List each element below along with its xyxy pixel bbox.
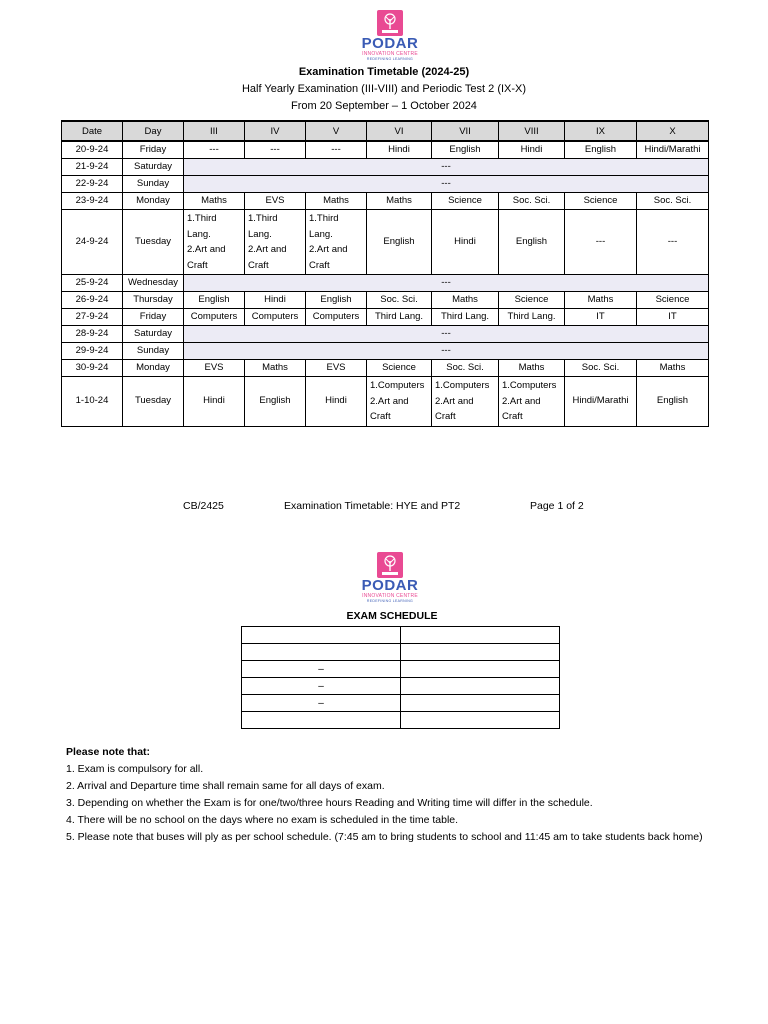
subject-line: Lang. (187, 228, 211, 240)
subject-cell: Science (637, 292, 709, 309)
subject-cell: Science (565, 193, 637, 210)
column-header: Day (123, 121, 184, 141)
subject-line: Craft (502, 411, 523, 422)
table-row (62, 193, 709, 210)
subject-cell: Hindi (245, 292, 306, 309)
subject-cell: Hindi/Marathi (565, 377, 637, 427)
day-cell: Tuesday (123, 377, 184, 427)
table-row (62, 326, 709, 343)
page-subtitle: Half Yearly Examination (III-VIII) and Periodic Test 2 (IX-X) (241, 83, 527, 95)
subject-cell: Hindi (367, 141, 432, 159)
subject-cell: Soc. Sci. (637, 193, 709, 210)
note-item: 1. Exam is compulsory for all. (66, 763, 204, 775)
schedule-row (242, 661, 560, 678)
subject-cell: Computers (245, 309, 306, 326)
tree-emblem-icon (377, 10, 403, 36)
subject-cell: Soc. Sci. (367, 292, 432, 309)
subject-line: 2.Art and (248, 244, 287, 255)
subject-cell: English (367, 210, 432, 275)
day-cell: Monday (123, 193, 184, 210)
schedule-cell (401, 644, 560, 661)
subject-cell: Maths (184, 193, 245, 210)
column-header: VI (367, 121, 432, 141)
logo-subtitle: INNOVATION CENTRE (362, 51, 418, 57)
table-row (62, 343, 709, 360)
subject-cell: English (565, 141, 637, 159)
subject-cell: EVS (245, 193, 306, 210)
notes-heading: Please note that: (66, 746, 151, 758)
table-row (62, 275, 709, 292)
no-exam-cell: --- (184, 326, 709, 343)
notes-section (66, 744, 716, 846)
tree-emblem-icon (377, 552, 403, 578)
logo-tagline: REDEFINING LEARNING (366, 57, 414, 61)
subject-line: 2.Art and (370, 395, 409, 407)
subject-line: 2.Art and (187, 244, 226, 255)
column-header: III (184, 121, 245, 141)
subject-cell: English (432, 141, 499, 159)
subject-cell: Science (432, 193, 499, 210)
schedule-row (242, 627, 560, 644)
doc-code: CB/2425 (183, 500, 224, 512)
subject-line: Craft (370, 411, 391, 422)
table-row (62, 309, 709, 326)
column-header: Date (62, 121, 123, 141)
subject-cell: --- (184, 141, 245, 159)
schedule-cell (401, 661, 560, 678)
subject-cell: EVS (184, 360, 245, 377)
schedule-cell (242, 644, 401, 661)
subject-cell: Hindi (184, 377, 245, 427)
subject-cell: English (637, 377, 709, 427)
subject-cell: English (306, 292, 367, 309)
footer-doc-title: Examination Timetable: HYE and PT2 (284, 500, 461, 512)
schedule-row (242, 695, 560, 712)
column-header: X (637, 121, 709, 141)
logo-tagline: REDEFINING LEARNING (366, 599, 414, 603)
page-number: Page 1 of 2 (530, 500, 584, 512)
day-cell: Monday (123, 360, 184, 377)
subject-cell: Science (367, 360, 432, 377)
note-item: 5. Please note that buses will ply as per school schedule. (7:45 am to bring students to school and 11:45 am to take students back home) (66, 831, 703, 843)
subject-line: 1.Third (309, 213, 339, 224)
table-row (62, 210, 709, 275)
subject-cell (306, 210, 367, 275)
schedule-row (242, 678, 560, 695)
schedule-cell: – (242, 695, 401, 712)
subject-cell: IT (565, 309, 637, 326)
subject-line: 2.Art and (502, 395, 541, 407)
subject-cell: EVS (306, 360, 367, 377)
subject-cell: Maths (499, 360, 565, 377)
subject-cell (367, 377, 432, 427)
subject-cell: Maths (367, 193, 432, 210)
schedule-cell (401, 627, 560, 644)
subject-cell: Soc. Sci. (432, 360, 499, 377)
day-cell: Sunday (123, 176, 184, 193)
column-header: IV (245, 121, 306, 141)
table-row (62, 141, 709, 159)
subject-cell: --- (637, 210, 709, 275)
subject-cell: English (184, 292, 245, 309)
day-cell: Friday (123, 309, 184, 326)
schedule-cell: – (242, 661, 401, 678)
table-row (62, 176, 709, 193)
date-cell: 26-9-24 (62, 292, 123, 309)
subject-line: Craft (309, 259, 330, 271)
subject-cell: Third Lang. (432, 309, 499, 326)
logo-subtitle: INNOVATION CENTRE (362, 593, 418, 599)
date-cell: 20-9-24 (62, 141, 123, 159)
school-logo-2 (360, 552, 420, 604)
table-row (62, 159, 709, 176)
subject-line: 1.Computers (435, 380, 490, 391)
subject-line: Lang. (248, 228, 272, 240)
subject-line: Craft (248, 259, 269, 271)
subject-cell: Maths (637, 360, 709, 377)
date-cell: 1-10-24 (62, 377, 123, 427)
day-cell: Sunday (123, 343, 184, 360)
subject-line: Lang. (309, 228, 333, 240)
subject-cell: Hindi (499, 141, 565, 159)
date-cell: 24-9-24 (62, 210, 123, 275)
subject-cell: English (245, 377, 306, 427)
schedule-cell (401, 712, 560, 729)
column-header: V (306, 121, 367, 141)
table-row (62, 377, 709, 427)
subject-cell (245, 210, 306, 275)
subject-cell: --- (565, 210, 637, 275)
subject-cell: Maths (306, 193, 367, 210)
schedule-cell (401, 695, 560, 712)
subject-line: 2.Art and (435, 395, 474, 407)
schedule-cell: – (242, 678, 401, 695)
date-cell: 23-9-24 (62, 193, 123, 210)
date-cell: 25-9-24 (62, 275, 123, 292)
subject-cell: Computers (184, 309, 245, 326)
exam-schedule-title: EXAM SCHEDULE (346, 610, 438, 622)
subject-cell: Third Lang. (367, 309, 432, 326)
logo-brand: PODAR (361, 35, 419, 52)
date-cell: 22-9-24 (62, 176, 123, 193)
subject-cell (184, 210, 245, 275)
day-cell: Friday (123, 141, 184, 159)
subject-line: 2.Art and (309, 244, 348, 255)
schedule-cell (242, 712, 401, 729)
day-cell: Thursday (123, 292, 184, 309)
schedule-row (242, 712, 560, 729)
subject-line: Craft (187, 259, 208, 271)
day-cell: Saturday (123, 326, 184, 343)
subject-cell: Computers (306, 309, 367, 326)
day-cell: Tuesday (123, 210, 184, 275)
subject-line: 1.Computers (502, 380, 557, 391)
no-exam-cell: --- (184, 343, 709, 360)
subject-cell: Science (499, 292, 565, 309)
date-range: From 20 September – 1 October 2024 (291, 100, 477, 112)
subject-line: 1.Computers (370, 380, 425, 391)
schedule-cell (242, 627, 401, 644)
subject-cell: Soc. Sci. (565, 360, 637, 377)
page-title: Examination Timetable (2024-25) (298, 66, 470, 78)
day-cell: Saturday (123, 159, 184, 176)
timetable (61, 120, 709, 427)
logo-brand: PODAR (361, 577, 419, 594)
subject-line: 1.Third (248, 213, 278, 224)
note-item: 3. Depending on whether the Exam is for one/two/three hours Reading and Writing time will differ in the schedule. (66, 797, 593, 809)
date-cell: 28-9-24 (62, 326, 123, 343)
no-exam-cell: --- (184, 176, 709, 193)
subject-cell: Hindi (432, 210, 499, 275)
subject-cell (499, 377, 565, 427)
exam-schedule-table (241, 626, 560, 729)
subject-cell: --- (306, 141, 367, 159)
school-logo (360, 10, 420, 62)
subject-cell: Hindi (306, 377, 367, 427)
subject-cell: English (499, 210, 565, 275)
subject-line: 1.Third (187, 213, 217, 224)
date-cell: 29-9-24 (62, 343, 123, 360)
table-row (62, 292, 709, 309)
timetable-header-row (62, 121, 709, 141)
subject-cell: Maths (432, 292, 499, 309)
column-header: VII (432, 121, 499, 141)
subject-line: Craft (435, 411, 456, 422)
subject-cell: --- (245, 141, 306, 159)
subject-cell: Hindi/Marathi (637, 141, 709, 159)
day-cell: Wednesday (123, 275, 184, 292)
date-cell: 30-9-24 (62, 360, 123, 377)
date-cell: 27-9-24 (62, 309, 123, 326)
date-cell: 21-9-24 (62, 159, 123, 176)
schedule-row (242, 644, 560, 661)
subject-cell: Maths (565, 292, 637, 309)
column-header: VIII (499, 121, 565, 141)
note-item: 2. Arrival and Departure time shall remain same for all days of exam. (66, 780, 385, 792)
subject-cell: Third Lang. (499, 309, 565, 326)
subject-cell: IT (637, 309, 709, 326)
schedule-cell (401, 678, 560, 695)
column-header: IX (565, 121, 637, 141)
no-exam-cell: --- (184, 159, 709, 176)
subject-cell: Soc. Sci. (499, 193, 565, 210)
note-item: 4. There will be no school on the days where no exam is scheduled in the time table. (66, 814, 459, 826)
subject-cell (432, 377, 499, 427)
subject-cell: Maths (245, 360, 306, 377)
no-exam-cell: --- (184, 275, 709, 292)
table-row (62, 360, 709, 377)
